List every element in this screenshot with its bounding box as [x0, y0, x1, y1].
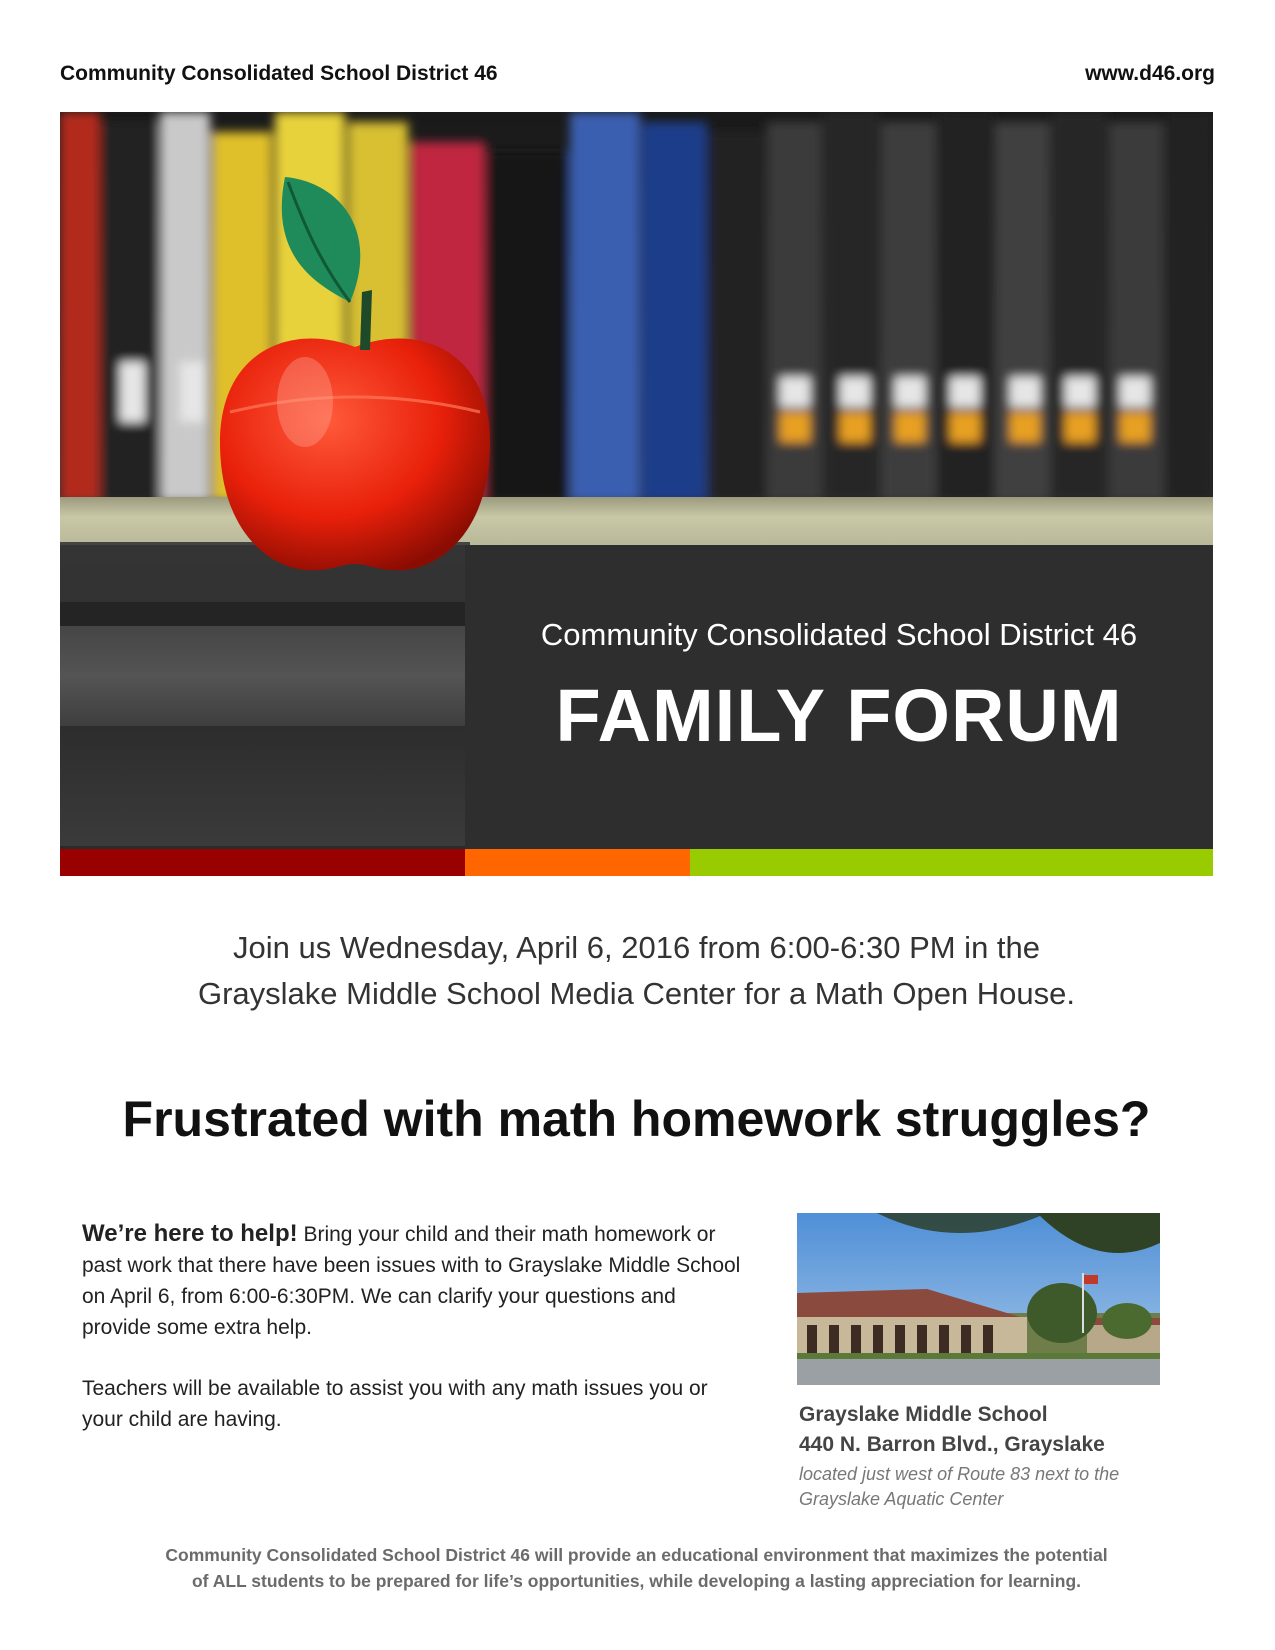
- invitation-line-1: Join us Wednesday, April 6, 2016 from 6:00-6:30 PM in the: [232, 930, 1041, 965]
- stripe-green: [690, 849, 1213, 876]
- stripe-orange: [465, 849, 690, 876]
- color-stripe: [60, 849, 1213, 876]
- school-photo: [797, 1213, 1160, 1385]
- paragraph-1: [82, 1218, 742, 1343]
- hero-district: Community Consolidated School District 46: [540, 617, 1138, 652]
- invitation: [60, 925, 1213, 1017]
- location-note-line-2: Grayslake Aquatic Center: [799, 1489, 1004, 1509]
- header-website-link[interactable]: www.d46.org: [1085, 62, 1215, 85]
- school-address: [799, 1400, 1199, 1512]
- body-text: [82, 1218, 742, 1465]
- header-district: Community Consolidated School District 46: [60, 62, 498, 85]
- mission-line-2: of ALL students to be prepared for life’s opportunities, while developing a lasting appreciation for learning.: [191, 1571, 1082, 1591]
- hero-image: [60, 112, 1213, 849]
- invitation-line-2: Grayslake Middle School Media Center for a Math Open House.: [197, 976, 1076, 1011]
- mission-statement: [60, 1542, 1213, 1594]
- paragraph-1-text: Bring your child and their math homework or past work that there have been issues with to Grayslake Middle School on April 6, from 6:00-6:30PM. We can clarify your questions and provide some extra help.: [82, 1223, 741, 1339]
- stripe-red: [60, 849, 465, 876]
- mission-line-1: Community Consolidated School District 46 will provide an educational environment that maximizes the potential: [165, 1545, 1108, 1565]
- apple-icon: [210, 172, 500, 612]
- paragraph-2: Teachers will be available to assist you with any math issues you or your child are having.: [82, 1377, 708, 1431]
- location-note: [799, 1462, 1199, 1512]
- title-box: [465, 545, 1213, 849]
- headline: Frustrated with math homework struggles?: [122, 1091, 1151, 1147]
- lead-text: We’re here to help!: [82, 1220, 298, 1247]
- hero-title: FAMILY FORUM: [555, 674, 1123, 757]
- location-note-line-1: located just west of Route 83 next to the: [799, 1464, 1120, 1484]
- school-name: Grayslake Middle School: [799, 1403, 1048, 1426]
- school-street: 440 N. Barron Blvd., Grayslake: [799, 1433, 1105, 1456]
